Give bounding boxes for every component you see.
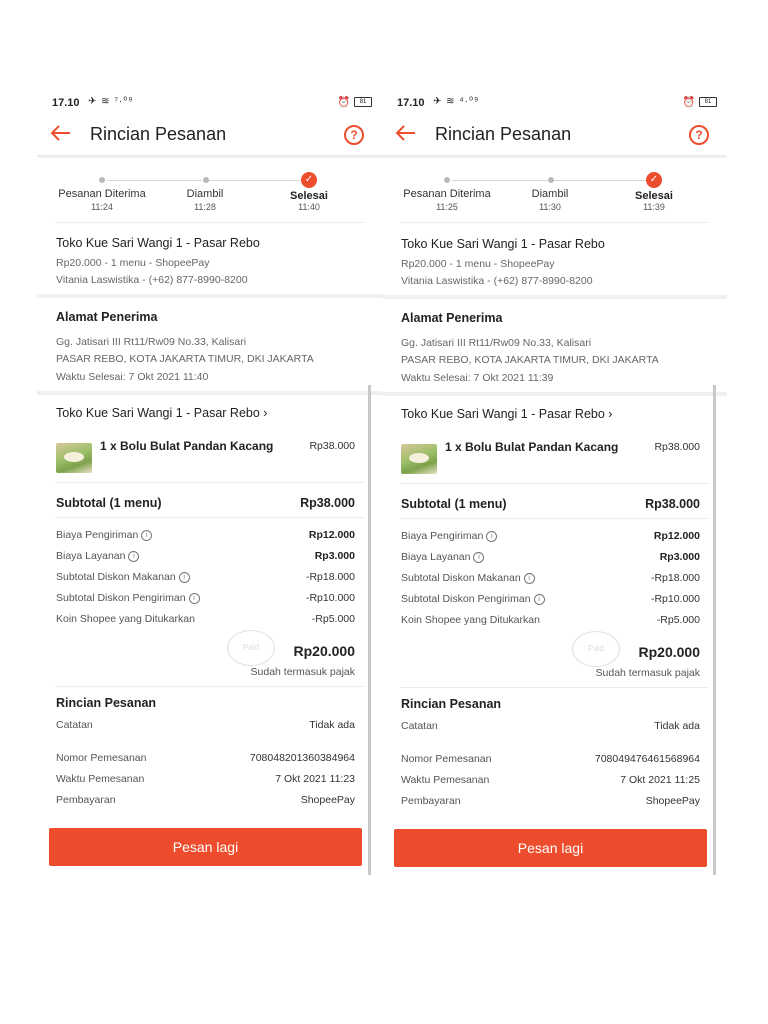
item-price: Rp38.000: [654, 441, 700, 453]
subtotal-value: Rp38.000: [300, 496, 355, 510]
header-divider: [382, 155, 727, 159]
completion-time: Waktu Selesai: 7 Okt 2021 11:39: [401, 372, 554, 384]
shop-link-label: Toko Kue Sari Wangi 1 - Pasar Rebo: [401, 407, 605, 421]
delivery-discount-label: [401, 593, 545, 605]
tracker-label-picked: Diambil: [531, 188, 569, 200]
payment-label: Pembayaran: [401, 795, 461, 807]
tracker-time-received: 11:24: [91, 202, 113, 212]
food-discount-text: Subtotal Diskon Makanan: [401, 572, 521, 584]
tracker-time-done: 11:39: [643, 202, 665, 212]
tracker-dot-received: [444, 177, 450, 183]
shop-link[interactable]: [401, 407, 612, 421]
shop-link[interactable]: [56, 406, 267, 420]
info-icon[interactable]: i: [179, 572, 190, 583]
tracker-dot-picked: [548, 177, 554, 183]
tracker-label-received: Pesanan Diterima: [403, 188, 491, 200]
divider: [400, 687, 709, 688]
delivery-discount-label: [56, 592, 200, 604]
tracker-label-done: Selesai: [635, 190, 673, 202]
info-icon[interactable]: i: [141, 530, 152, 541]
back-arrow-icon[interactable]: [394, 124, 416, 142]
address-line-2: PASAR REBO, KOTA JAKARTA TIMUR, DKI JAKARTA: [56, 353, 314, 365]
tracker-time-picked: 11:30: [539, 202, 561, 212]
tracker-line: [107, 180, 202, 181]
item-price: Rp38.000: [309, 440, 355, 452]
shop-name: Toko Kue Sari Wangi 1 - Pasar Rebo: [56, 236, 260, 250]
header: [382, 118, 727, 154]
fee-service-value: Rp3.000: [314, 550, 355, 562]
order-summary: Rp20.000 - 1 menu - ShopeePay: [56, 257, 210, 269]
note-label: Catatan: [401, 720, 438, 732]
alarm-icon: ⏰: [682, 97, 695, 108]
status-time: 17.10: [397, 97, 425, 109]
fee-delivery-label: [401, 530, 497, 542]
delivery-discount-value: -Rp10.000: [650, 593, 700, 605]
fee-service-text: Biaya Layanan: [401, 551, 471, 563]
scrollbar[interactable]: [713, 385, 716, 875]
section-divider: [382, 392, 727, 396]
details-heading: Rincian Pesanan: [401, 697, 502, 711]
tracker-line: [554, 180, 646, 181]
note-value: Tidak ada: [654, 720, 700, 732]
shop-link-label: Toko Kue Sari Wangi 1 - Pasar Rebo: [56, 406, 260, 420]
help-icon[interactable]: ?: [344, 125, 364, 145]
total-value: Rp20.000: [293, 643, 355, 659]
tax-note: Sudah termasuk pajak: [250, 666, 355, 678]
scrollbar[interactable]: [368, 385, 371, 875]
order-status-tracker: [37, 172, 382, 220]
food-discount-label: [401, 572, 535, 584]
info-icon[interactable]: i: [189, 593, 200, 604]
info-icon[interactable]: i: [473, 552, 484, 563]
fee-service-text: Biaya Layanan: [56, 550, 126, 562]
divider: [55, 517, 364, 518]
item-name: 1 x Bolu Bulat Pandan Kacang: [100, 439, 274, 453]
chevron-right-icon: ›: [608, 407, 613, 421]
food-discount-value: -Rp18.000: [305, 571, 355, 583]
alarm-icon: ⏰: [337, 97, 350, 108]
check-icon: ✓: [301, 172, 317, 188]
delivery-discount-value: -Rp10.000: [305, 592, 355, 604]
order-again-button[interactable]: Pesan lagi: [394, 829, 707, 867]
note-value: Tidak ada: [309, 719, 355, 731]
divider: [400, 222, 709, 223]
order-again-button[interactable]: Pesan lagi: [49, 828, 362, 866]
back-arrow-icon[interactable]: [49, 124, 71, 142]
order-status-tracker: [382, 172, 727, 220]
item-name: 1 x Bolu Bulat Pandan Kacang: [445, 440, 619, 454]
fee-service-label: [56, 550, 139, 562]
tracker-label-done: Selesai: [290, 190, 328, 202]
delivery-discount-text: Subtotal Diskon Pengiriman: [401, 593, 531, 605]
network-icons: ✈ ≋ ⁴·⁰⁹: [433, 96, 480, 107]
fee-delivery-text: Biaya Pengiriman: [401, 530, 484, 542]
info-icon[interactable]: i: [486, 531, 497, 542]
total-value: Rp20.000: [638, 644, 700, 660]
check-icon: ✓: [646, 172, 662, 188]
subtotal-label: Subtotal (1 menu): [56, 496, 162, 510]
divider: [400, 518, 709, 519]
customer-info: Vitania Laswistika - (+62) 877-8990-8200: [56, 274, 248, 286]
fee-delivery-value: Rp12.000: [308, 529, 355, 541]
chevron-right-icon: ›: [263, 406, 268, 420]
food-thumbnail: [401, 444, 437, 474]
status-time: 17.10: [52, 97, 80, 109]
battery-icon: 81: [699, 97, 717, 107]
address-heading: Alamat Penerima: [56, 310, 158, 324]
tracker-dot-picked: [203, 177, 209, 183]
order-number-label: Nomor Pemesanan: [56, 752, 147, 764]
tracker-time-picked: 11:28: [194, 202, 216, 212]
address-heading: Alamat Penerima: [401, 311, 503, 325]
order-detail-screen-right: [382, 0, 727, 1024]
fee-service-value: Rp3.000: [659, 551, 700, 563]
order-time-label: Waktu Pemesanan: [56, 773, 145, 785]
order-time: 7 Okt 2021 11:23: [275, 773, 355, 785]
divider: [400, 483, 709, 484]
section-divider: [382, 295, 727, 299]
tracker-label-received: Pesanan Diterima: [58, 188, 146, 200]
header: [37, 118, 382, 154]
order-detail-screen-left: [37, 0, 382, 1024]
paid-stamp: Paid: [572, 631, 620, 667]
battery-icon: 81: [354, 97, 372, 107]
fee-service-label: [401, 551, 484, 563]
subtotal-label: Subtotal (1 menu): [401, 497, 507, 511]
status-right: [683, 97, 717, 108]
section-divider: [37, 294, 382, 298]
fee-delivery-text: Biaya Pengiriman: [56, 529, 139, 541]
tracker-time-done: 11:40: [298, 202, 320, 212]
tracker-label-picked: Diambil: [186, 188, 224, 200]
details-heading: Rincian Pesanan: [56, 696, 157, 710]
tracker-line: [209, 180, 301, 181]
food-discount-label: [56, 571, 190, 583]
order-number: 708049476461568964: [594, 753, 700, 765]
address-line-1: Gg. Jatisari III Rt11/Rw09 No.33, Kalisari: [56, 336, 247, 348]
divider: [55, 686, 364, 687]
tracker-time-received: 11:25: [436, 202, 458, 212]
order-number: 708048201360384964: [249, 752, 355, 764]
coins-label: Koin Shopee yang Ditukarkan: [401, 614, 540, 626]
food-thumbnail: [56, 443, 92, 473]
customer-info: Vitania Laswistika - (+62) 877-8990-8200: [401, 275, 593, 287]
order-summary: Rp20.000 - 1 menu - ShopeePay: [401, 258, 555, 270]
info-icon[interactable]: i: [534, 594, 545, 605]
page-title: Rincian Pesanan: [90, 124, 227, 144]
payment-label: Pembayaran: [56, 794, 116, 806]
divider: [55, 482, 364, 483]
header-divider: [37, 155, 382, 159]
coins-value: -Rp5.000: [656, 614, 700, 626]
network-icons: ✈ ≋ ⁷·⁰⁹: [88, 96, 134, 107]
status-bar: [397, 97, 717, 111]
completion-time: Waktu Selesai: 7 Okt 2021 11:40: [56, 371, 209, 383]
tracker-dot-received: [99, 177, 105, 183]
status-right: [338, 97, 372, 108]
info-icon[interactable]: i: [524, 573, 535, 584]
help-icon[interactable]: ?: [689, 125, 709, 145]
coins-value: -Rp5.000: [311, 613, 355, 625]
coins-label: Koin Shopee yang Ditukarkan: [56, 613, 195, 625]
food-discount-text: Subtotal Diskon Makanan: [56, 571, 176, 583]
address-line-2: PASAR REBO, KOTA JAKARTA TIMUR, DKI JAKARTA: [401, 354, 659, 366]
food-discount-value: -Rp18.000: [650, 572, 700, 584]
note-label: Catatan: [56, 719, 93, 731]
fee-delivery-label: [56, 529, 152, 541]
address-line-1: Gg. Jatisari III Rt11/Rw09 No.33, Kalisari: [401, 337, 592, 349]
tracker-line: [452, 180, 547, 181]
status-bar: [52, 97, 372, 111]
order-time: 7 Okt 2021 11:25: [620, 774, 700, 786]
order-time-label: Waktu Pemesanan: [401, 774, 490, 786]
paid-stamp: Paid: [227, 630, 275, 666]
divider: [55, 222, 364, 223]
info-icon[interactable]: i: [128, 551, 139, 562]
shop-name: Toko Kue Sari Wangi 1 - Pasar Rebo: [401, 237, 605, 251]
page-title: Rincian Pesanan: [435, 124, 572, 144]
order-number-label: Nomor Pemesanan: [401, 753, 492, 765]
tax-note: Sudah termasuk pajak: [595, 667, 700, 679]
payment-method: ShopeePay: [645, 795, 700, 807]
section-divider: [37, 391, 382, 395]
delivery-discount-text: Subtotal Diskon Pengiriman: [56, 592, 186, 604]
subtotal-value: Rp38.000: [645, 497, 700, 511]
payment-method: ShopeePay: [300, 794, 355, 806]
fee-delivery-value: Rp12.000: [653, 530, 700, 542]
